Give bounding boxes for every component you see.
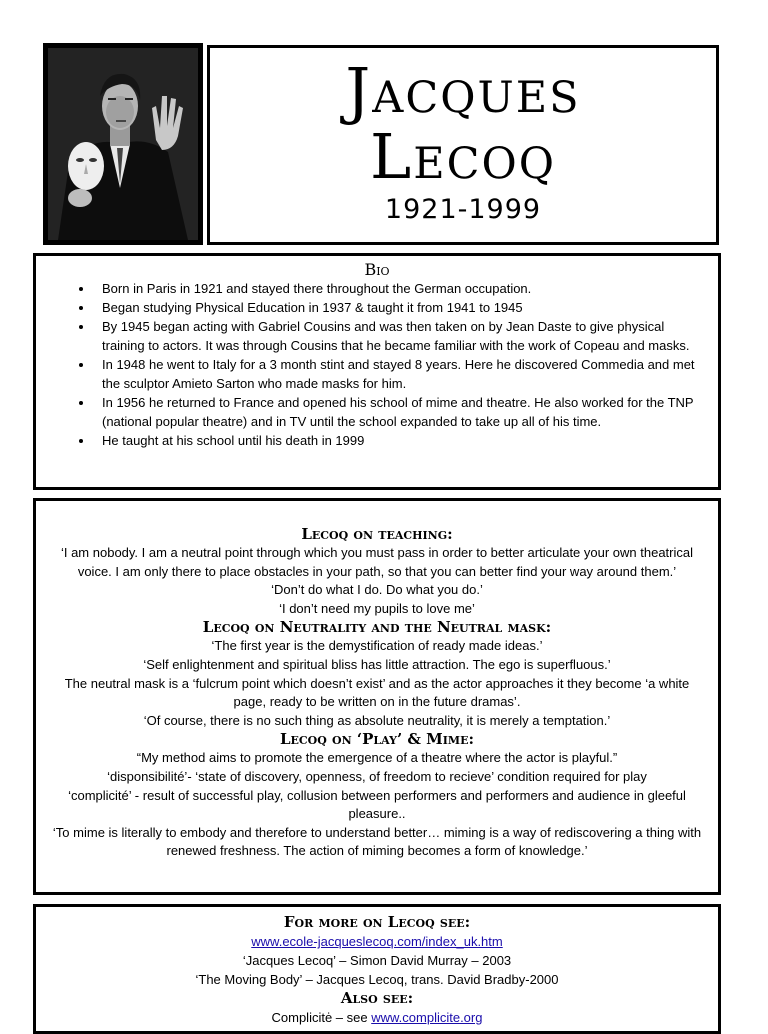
quote-line: “My method aims to promote the emergence of a theatre where the actor is playful.” <box>136 750 618 766</box>
quote-line: ‘I don’t need my pupils to love me’ <box>279 600 475 616</box>
title-first-name: Jacques <box>345 54 581 127</box>
quote-line: ‘I am nobody. I am a neutral point through which you must pass in order to better articulate your own theatrical voice. I am only there to place obstacles in your path, so that you can better find your way around them.’ <box>60 545 694 579</box>
bio-list <box>46 279 708 450</box>
bio-item: • Began studying Physical Education in 1937 & taught it from 1941 to 1945 <box>94 298 708 317</box>
bio-item: • He taught at his school until his death in 1999 <box>94 431 708 450</box>
complicite-link[interactable]: www.complicite.org <box>371 1010 483 1025</box>
bio-panel <box>33 253 721 490</box>
also-see-line <box>46 1008 708 1027</box>
also-see-prefix: Complicitė – see <box>271 1010 372 1025</box>
quote-line: The neutral mask is a ‘fulcrum point which doesn’t exist’ and as the actor approaches it they become ‘a white page, ready to be written on in the future dramas’. <box>64 675 690 710</box>
also-see-heading: Also see: <box>340 989 414 1007</box>
play-heading: Lecoq on ‘Play’ & Mime: <box>279 730 475 749</box>
quote-line: ‘Self enlightenment and spiritual bliss has little attraction. The ego is superfluous.’ <box>143 656 611 672</box>
portrait-image <box>48 48 198 240</box>
bio-item: • In 1948 he went to Italy for a 3 month stint and stayed 8 years. Here he discovered Commedia and met the sculptor Amieto Sarton who made masks for him. <box>94 355 708 393</box>
portrait-photo <box>43 43 203 245</box>
quote-line: ‘Don’t do what I do. Do what you do.’ <box>271 582 483 598</box>
more-info-panel <box>33 904 721 1034</box>
teaching-heading: Lecoq on teaching: <box>301 525 453 543</box>
title-dates: 1921-1999 <box>384 194 542 225</box>
bio-item: • By 1945 began acting with Gabriel Cousins and was then taken on by Jean Daste to give physical training to actors. It was through Cousins that he became familiar with the work of Copeau and masks. <box>94 317 708 355</box>
book-reference: ‘The Moving Body’ – Jacques Lecoq, trans. David Bradby-2000 <box>195 972 559 987</box>
quote-line: ‘To mime is literally to embody and therefore to understand better… miming is a way of rediscovering a thing with renewed freshness. The action of miming becomes a form of knowledge.’ <box>52 824 702 859</box>
quote-line: ‘disponsibilité’- ‘state of discovery, openness, of freedom to recieve’ condition required for play <box>107 768 647 784</box>
book-reference: ‘Jacques Lecoq’ – Simon David Murray – 2003 <box>242 953 512 968</box>
quote-line: ‘The first year is the demystification of ready made ideas.’ <box>211 638 543 654</box>
bio-heading: Bio <box>364 260 390 279</box>
bio-item: • Born in Paris in 1921 and stayed there throughout the German occupation. <box>94 279 708 298</box>
title-last-name: Lecoq <box>370 120 556 193</box>
more-heading: For more on Lecoq see: <box>283 913 471 931</box>
title-panel <box>207 45 719 245</box>
ecole-lecoq-link[interactable]: www.ecole-jacqueslecoq.com/index_uk.htm <box>251 934 503 949</box>
quote-line: ‘complicité’ - result of successful play, collusion between performers and performers and audience in gleeful pleasure.. <box>68 787 686 822</box>
quotes-panel <box>33 498 721 895</box>
neutrality-heading: Lecoq on Neutrality and the Neutral mask: <box>202 618 552 637</box>
quote-line: ‘Of course, there is no such thing as absolute neutrality, it is merely a temptation.’ <box>143 712 611 728</box>
bio-item: • In 1956 he returned to France and opened his school of mime and theatre. He also worked for the TNP (national popular theatre) and in TV until the school expanded to take up all of his time. <box>94 393 708 431</box>
